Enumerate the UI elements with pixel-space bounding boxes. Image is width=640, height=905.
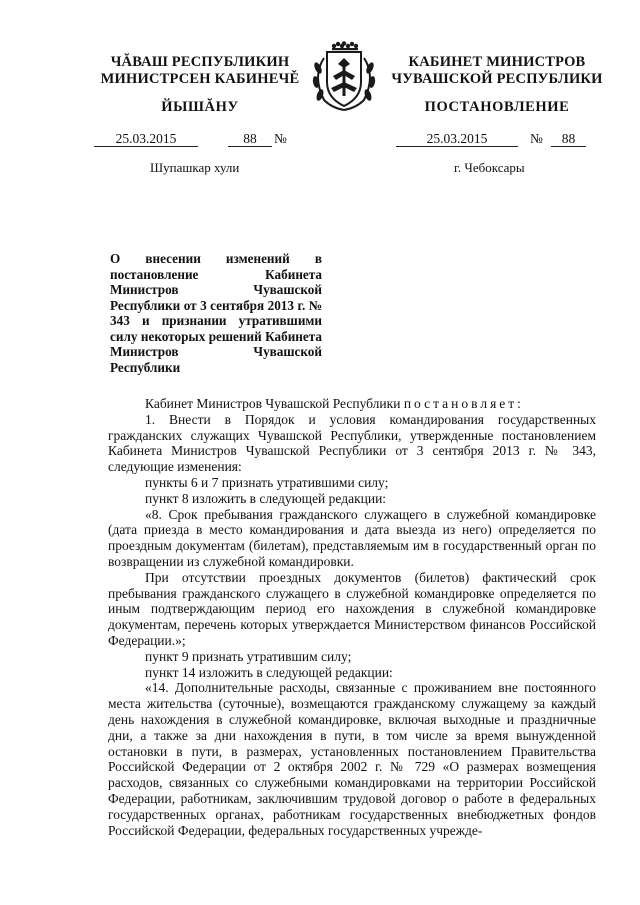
header-left-line1: ЧĂВАШ РЕСПУБЛИКИН (110, 54, 290, 70)
paragraph-2: пункты 6 и 7 признать утратившими силу; (145, 474, 389, 490)
number-sign-left: № (274, 131, 287, 146)
intro-paragraph (108, 396, 596, 412)
intro-verb: постановляет: (403, 396, 524, 411)
paragraph-5: При отсутствии проездных документов (билетов) фактический срок пребывания гражданского служащего в служебной командировке определяется по иным подтверждающим период его нахождения в служебной командировке документам, перечень которых утверждается Министерством финансов Российской Федерации.»; (108, 569, 596, 648)
header-right-line1: КАБИНЕТ МИНИСТРОВ (408, 54, 586, 70)
paragraph-8: «14. Дополнительные расходы, связанные с проживанием вне постоянного места жительства (суточные), возмещаются гражданскому служащему за каждый день нахождения в служебной командировке, включая выходные и праздничные дни, а также за дни нахождения в пути, в том числе за время вынужденной остановки в пути, в размерах, установленных постановлением Правительства Российской Федерации от 2 октября 2002 г. № 729 «О размерах возмещения расходов, связанных со служебными командировками на территории Российской Федерации, работникам, заключившим трудовой договор о работе в федеральных государственных органах, работникам государственных внебюджетных фондов Российской Федерации, федеральных государственных учрежде- (108, 680, 596, 838)
date-field-right: 25.03.2015 (396, 131, 518, 147)
header-right-doctype: ПОСТАНОВЛЕНИЕ (424, 99, 570, 115)
intro-lead: Кабинет Министров Чувашской Республики (145, 396, 404, 411)
place-left: Шупашкар хули (150, 160, 240, 175)
header-left-org (95, 54, 305, 88)
paragraph-4: «8. Срок пребывания гражданского служащего в служебной командировке (дата приезда в место командирования и дата выезда из него) определяется по проездным документам (билетам), представляемым им в государственный орган по возвращении из служебной командировки. (108, 506, 596, 569)
number-sign-right: № (530, 131, 543, 146)
date-field-left: 25.03.2015 (94, 131, 198, 147)
registration-left (94, 131, 314, 149)
place-right: г. Чебоксары (454, 160, 525, 175)
coat-of-arms-icon (300, 40, 388, 114)
paragraph-1: 1. Внести в Порядок и условия командирования государственных гражданских служащих Чувашской Республики, утвержденные постановлением Кабинета Министров Чувашской Республики от 3 сентября 2013 г. № 343, следующие изменения: (108, 411, 596, 475)
paragraph-3: пункт 8 изложить в следующей редакции: (145, 490, 387, 506)
number-field-left: 88 (228, 131, 272, 147)
paragraph-6: пункт 9 признать утратившим силу; (145, 648, 352, 664)
header-left-line2: МИНИСТРСЕН КАБИНЕЧĚ (100, 71, 300, 87)
header-right-line2: ЧУВАШСКОЙ РЕСПУБЛИКИ (391, 71, 603, 87)
document-title: О внесении изменений в постановление Кабинета Министров Чувашской Республики от 3 сентября 2013 г. № 343 и признании утратившими силу некоторых решений Кабинета Министров Чувашской Республики (110, 251, 322, 375)
document-body (108, 396, 596, 838)
paragraph-7: пункт 14 изложить в следующей редакции: (145, 664, 393, 680)
registration-right (396, 131, 608, 149)
header-left-doctype: ЙЫШĂНУ (161, 99, 239, 115)
header-right-org (383, 54, 611, 88)
number-field-right: 88 (551, 131, 586, 147)
